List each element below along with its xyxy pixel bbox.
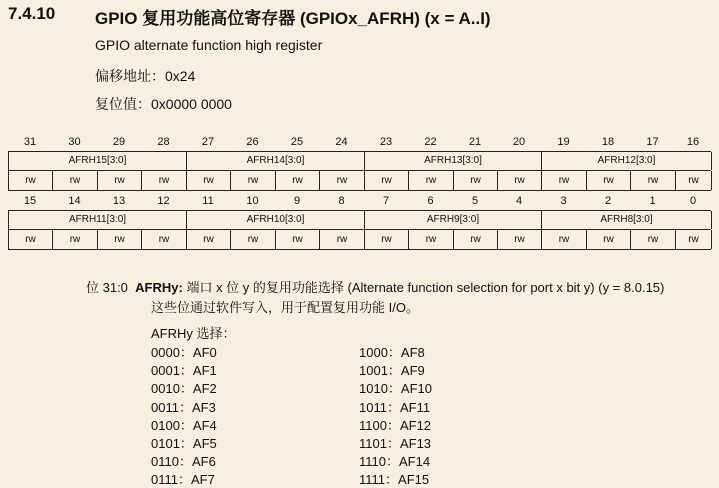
access-type: rw [631, 171, 676, 190]
bit-number: 13 [112, 195, 126, 207]
bit-number: 18 [601, 136, 615, 148]
af-mapping: 1100：AF12 [359, 417, 432, 433]
access-type: rw [320, 230, 365, 249]
bit-number: 1 [649, 195, 656, 207]
lower-bit-numbers [8, 195, 711, 210]
access-type: rw [9, 230, 53, 249]
access-type: rw [365, 230, 409, 249]
bit-number: 9 [293, 195, 301, 207]
register-field: AFRH8[3:0] [542, 211, 712, 229]
bit-number: 16 [686, 136, 700, 148]
offset-address: 偏移地址：0x24 [95, 68, 196, 84]
access-type: rw [142, 171, 187, 190]
af-mapping: 1101：AF13 [359, 436, 432, 451]
access-type: rw [542, 171, 587, 190]
bit-number: 12 [157, 195, 170, 207]
bit-number: 24 [335, 136, 348, 148]
access-type: rw [142, 230, 187, 249]
register-field: AFRH11[3:0] [9, 211, 187, 229]
access-type: rw [276, 230, 320, 249]
access-type: rw [231, 230, 276, 249]
access-type: rw [454, 171, 498, 190]
bit-number: 7 [382, 195, 390, 207]
access-type: rw [587, 230, 631, 249]
bit-number: 27 [201, 136, 215, 148]
af-mapping: 1011：AF11 [359, 399, 431, 415]
bit-number: 6 [427, 195, 434, 207]
bit-number: 26 [246, 136, 259, 148]
bit-number: 31 [23, 136, 37, 148]
upper-access-row [8, 171, 711, 191]
access-type: rw [631, 230, 676, 249]
af-mapping: 0100：AF4 [151, 417, 217, 433]
bit-number: 0 [689, 195, 697, 207]
access-type: rw [53, 230, 98, 249]
bit-number: 19 [557, 136, 570, 148]
bit-number: 30 [68, 136, 81, 148]
bit-number: 3 [560, 195, 567, 207]
bit-number: 23 [379, 136, 393, 148]
bit-number: 25 [290, 136, 304, 148]
field-name: AFRHy: [135, 280, 183, 295]
upper-field-row [8, 151, 711, 171]
bit-number: 28 [157, 136, 170, 148]
access-type: rw [187, 171, 231, 190]
select-label: AFRHy 选择： [151, 326, 236, 341]
register-field: AFRH14[3:0] [187, 152, 365, 170]
af-mapping: 1111：AF15 [359, 472, 430, 488]
bit-number: 5 [471, 195, 479, 207]
access-type: rw [365, 171, 409, 190]
bit-number: 11 [202, 195, 214, 207]
access-type: rw [320, 171, 365, 190]
access-type: rw [409, 230, 454, 249]
af-mapping: 1001：AF9 [359, 363, 425, 379]
af-mapping: 1000：AF8 [359, 345, 425, 360]
access-type: rw [498, 230, 542, 249]
upper-bit-numbers [8, 136, 711, 151]
access-type: rw [498, 171, 542, 190]
bit-number: 2 [604, 195, 612, 207]
bit-description [86, 277, 664, 296]
lower-field-row [8, 210, 711, 230]
section-title: GPIO 复用功能高位寄存器 (GPIOx_AFRH) (x = A..I) [95, 9, 491, 28]
access-type: rw [187, 230, 231, 249]
section-number: 7.4.10 [8, 4, 56, 23]
bit-range: 位 31:0 [86, 280, 128, 295]
access-type: rw [409, 171, 454, 190]
register-field: AFRH10[3:0] [187, 211, 365, 229]
register-subtitle: GPIO alternate function high register [95, 37, 323, 53]
bit-number: 21 [468, 136, 482, 148]
access-type: rw [53, 171, 98, 190]
bit-number: 15 [23, 195, 37, 207]
access-type: rw [676, 171, 712, 190]
af-mapping: 1110：AF14 [359, 454, 431, 470]
register-field: AFRH13[3:0] [365, 152, 542, 170]
af-mapping: 1010：AF10 [359, 381, 432, 397]
access-type: rw [454, 230, 498, 249]
lower-access-row [8, 230, 711, 250]
access-type: rw [98, 171, 142, 190]
field-text: 端口 x 位 y 的复用功能选择 (Alternate function selection for port x bit y) (y = 8.0.15) [186, 280, 665, 295]
access-type: rw [231, 171, 276, 190]
bit-number: 10 [246, 195, 259, 207]
af-mapping: 0010：AF2 [151, 381, 217, 397]
access-type: rw [587, 171, 631, 190]
access-type: rw [676, 230, 712, 249]
bit-number: 29 [112, 136, 126, 148]
bit-number: 8 [338, 195, 345, 207]
bit-number: 22 [424, 136, 437, 148]
af-mapping: 0111：AF7 [151, 472, 215, 488]
af-mapping: 0110：AF6 [151, 454, 216, 470]
access-type: rw [98, 230, 142, 249]
register-field: AFRH12[3:0] [542, 152, 712, 170]
register-field: AFRH9[3:0] [365, 211, 542, 229]
af-mapping: 0011：AF3 [151, 399, 216, 415]
access-type: rw [276, 171, 320, 190]
af-mapping: 0000：AF0 [151, 345, 217, 360]
field-note: 这些位通过软件写入，用于配置复用功能 I/O。 [151, 300, 419, 315]
bit-number: 17 [646, 136, 659, 148]
bit-number: 4 [515, 195, 523, 207]
bit-number: 14 [68, 195, 81, 207]
bit-number: 20 [512, 136, 526, 148]
access-type: rw [9, 171, 53, 190]
af-mapping: 0001：AF1 [151, 363, 217, 379]
access-type: rw [542, 230, 587, 249]
af-mapping: 0101：AF5 [151, 436, 217, 451]
reset-value: 复位值：0x0000 0000 [95, 96, 232, 112]
register-field: AFRH15[3:0] [9, 152, 187, 170]
